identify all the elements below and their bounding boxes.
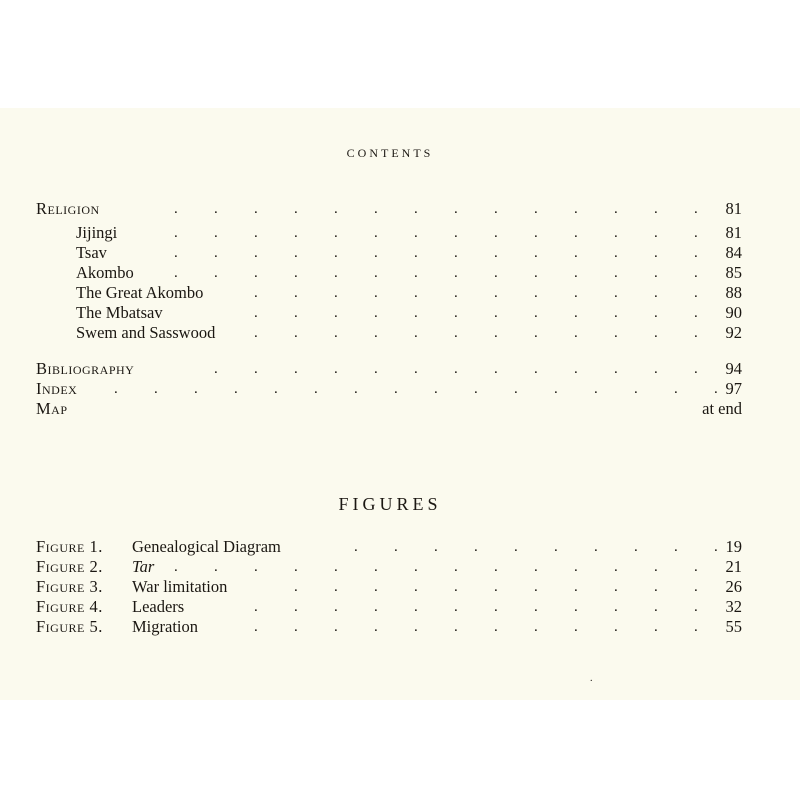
- leader-dot: .: [294, 599, 298, 615]
- stray-mark: .: [590, 673, 593, 684]
- figures-heading: FIGURES: [338, 494, 442, 514]
- figure-number: Figure 5.: [36, 617, 103, 636]
- figure-entry: [36, 536, 742, 558]
- leader-dot: .: [534, 285, 538, 301]
- figure-number: Figure 3.: [36, 577, 103, 596]
- figure-label: [36, 616, 198, 638]
- leader-dot: .: [614, 265, 618, 281]
- leader-dot: .: [454, 265, 458, 281]
- leader-dot: .: [574, 361, 578, 377]
- entry-title: Akombo: [76, 263, 134, 282]
- leader-dot: .: [694, 599, 698, 615]
- leader-dot: .: [374, 225, 378, 241]
- entry-title: Bibliography: [36, 359, 135, 378]
- leader-dot: .: [474, 539, 478, 555]
- entry-page-number: 88: [725, 283, 742, 302]
- leader-dot: .: [574, 619, 578, 635]
- leader-dot: .: [334, 619, 338, 635]
- leader-dot: .: [254, 599, 258, 615]
- leader-dot: .: [334, 201, 338, 217]
- leader-dot: .: [694, 201, 698, 217]
- leader-dot: .: [454, 305, 458, 321]
- dot-leaders: [36, 378, 742, 400]
- figure-label: [36, 556, 154, 578]
- leader-dot: .: [534, 579, 538, 595]
- leader-dot: .: [374, 305, 378, 321]
- leader-dot: .: [574, 265, 578, 281]
- leader-dot: .: [294, 361, 298, 377]
- leader-dot: .: [414, 325, 418, 341]
- leader-dot: .: [414, 245, 418, 261]
- contents-heading: CONTENTS: [346, 146, 434, 160]
- figure-entry: [36, 556, 742, 578]
- entry-title: The Mbatsav: [76, 303, 163, 322]
- leader-dot: .: [114, 381, 118, 397]
- leader-dot: .: [254, 201, 258, 217]
- leader-dot: .: [594, 381, 598, 397]
- leader-dot: .: [654, 619, 658, 635]
- leader-dot: .: [374, 559, 378, 575]
- leader-dot: .: [214, 201, 218, 217]
- entry-title: Religion: [36, 199, 100, 218]
- leader-dot: .: [574, 579, 578, 595]
- leader-dot: .: [654, 265, 658, 281]
- leader-dot: .: [514, 381, 518, 397]
- leader-dot: .: [494, 225, 498, 241]
- leader-dot: .: [494, 265, 498, 281]
- leader-dot: .: [614, 245, 618, 261]
- leader-dot: .: [614, 325, 618, 341]
- leader-dot: .: [274, 381, 278, 397]
- leader-dot: .: [294, 225, 298, 241]
- leader-dot: .: [194, 381, 198, 397]
- leader-dot: .: [694, 619, 698, 635]
- leader-dot: .: [294, 245, 298, 261]
- leader-dot: .: [574, 599, 578, 615]
- leader-dot: .: [654, 599, 658, 615]
- entry-title: Index: [36, 379, 78, 398]
- leader-dot: .: [374, 265, 378, 281]
- leader-dot: .: [534, 619, 538, 635]
- leader-dot: .: [374, 599, 378, 615]
- figure-entry: [36, 596, 742, 618]
- leader-dot: .: [174, 201, 178, 217]
- leader-dot: .: [694, 361, 698, 377]
- leader-dot: .: [334, 225, 338, 241]
- figure-label: [36, 596, 184, 618]
- leader-dot: .: [254, 325, 258, 341]
- figure-page-number: 19: [725, 537, 742, 556]
- leader-dot: .: [574, 285, 578, 301]
- leader-dot: .: [354, 381, 358, 397]
- leader-dot: .: [454, 599, 458, 615]
- leader-dot: .: [174, 245, 178, 261]
- leader-dot: .: [334, 559, 338, 575]
- leader-dot: .: [494, 201, 498, 217]
- leader-dot: .: [614, 305, 618, 321]
- leader-dot: .: [334, 599, 338, 615]
- leader-dot: .: [354, 539, 358, 555]
- leader-dot: .: [534, 559, 538, 575]
- leader-dot: .: [294, 559, 298, 575]
- leader-dot: .: [434, 539, 438, 555]
- leader-dot: .: [694, 559, 698, 575]
- dot-leaders: [36, 262, 742, 284]
- leader-dot: .: [654, 325, 658, 341]
- leader-dot: .: [254, 245, 258, 261]
- leader-dot: .: [654, 225, 658, 241]
- leader-dot: .: [574, 245, 578, 261]
- figure-page-number: 21: [725, 557, 742, 576]
- leader-dot: .: [294, 619, 298, 635]
- leader-dot: .: [694, 245, 698, 261]
- figure-number: Figure 1.: [36, 537, 103, 556]
- book-page: [0, 108, 800, 700]
- leader-dot: .: [674, 539, 678, 555]
- leader-dot: .: [374, 285, 378, 301]
- leader-dot: .: [494, 361, 498, 377]
- leader-dot: .: [594, 539, 598, 555]
- entry-page-number: 81: [725, 223, 742, 242]
- figure-page-number: 32: [725, 597, 742, 616]
- leader-dot: .: [254, 285, 258, 301]
- figure-label: [36, 576, 227, 598]
- leader-dot: .: [494, 579, 498, 595]
- leader-dot: .: [254, 619, 258, 635]
- figure-title: Tar: [132, 557, 155, 576]
- figure-entry: [36, 576, 742, 598]
- leader-dot: .: [414, 559, 418, 575]
- entry-page-number: 92: [725, 323, 742, 342]
- leader-dot: .: [334, 361, 338, 377]
- leader-dot: .: [294, 201, 298, 217]
- leader-dot: .: [614, 559, 618, 575]
- leader-dot: .: [614, 619, 618, 635]
- dot-leaders: [36, 198, 742, 220]
- leader-dot: .: [494, 619, 498, 635]
- leader-dot: .: [294, 265, 298, 281]
- leader-dot: .: [174, 265, 178, 281]
- entry-page-number: 85: [725, 263, 742, 282]
- leader-dot: .: [454, 245, 458, 261]
- leader-dot: .: [234, 381, 238, 397]
- leader-dot: .: [494, 559, 498, 575]
- contents-entry: [36, 222, 742, 244]
- contents-entry: [36, 302, 742, 324]
- leader-dot: .: [414, 265, 418, 281]
- leader-dot: .: [574, 201, 578, 217]
- leader-dot: .: [614, 579, 618, 595]
- leader-dot: .: [514, 539, 518, 555]
- leader-dot: .: [374, 325, 378, 341]
- leader-dot: .: [654, 559, 658, 575]
- leader-dot: .: [214, 265, 218, 281]
- leader-dot: .: [174, 225, 178, 241]
- leader-dot: .: [334, 325, 338, 341]
- leader-dot: .: [434, 381, 438, 397]
- entry-title: Jijingi: [76, 223, 118, 242]
- leader-dot: .: [414, 285, 418, 301]
- leader-dot: .: [494, 325, 498, 341]
- leader-dot: .: [414, 619, 418, 635]
- leader-dot: .: [654, 579, 658, 595]
- entry-title: The Great Akombo: [76, 283, 204, 302]
- contents-entry: [36, 398, 742, 420]
- leader-dot: .: [334, 265, 338, 281]
- leader-dot: .: [154, 381, 158, 397]
- figure-label: [36, 536, 281, 558]
- leader-dot: .: [574, 225, 578, 241]
- leader-dot: .: [374, 619, 378, 635]
- figure-title: Leaders: [132, 597, 185, 616]
- leader-dot: .: [694, 285, 698, 301]
- leader-dot: .: [654, 305, 658, 321]
- entry-page-number: 97: [725, 379, 742, 398]
- leader-dot: .: [394, 539, 398, 555]
- leader-dot: .: [534, 361, 538, 377]
- leader-dot: .: [394, 381, 398, 397]
- leader-dot: .: [554, 539, 558, 555]
- leader-dot: .: [414, 579, 418, 595]
- leader-dot: .: [554, 381, 558, 397]
- leader-dot: .: [454, 225, 458, 241]
- figure-number: Figure 4.: [36, 597, 103, 616]
- leader-dot: .: [214, 225, 218, 241]
- leader-dot: .: [334, 285, 338, 301]
- leader-dot: .: [474, 381, 478, 397]
- leader-dot: .: [374, 579, 378, 595]
- leader-dot: .: [654, 245, 658, 261]
- figure-title: Genealogical Diagram: [132, 537, 281, 556]
- leader-dot: .: [534, 201, 538, 217]
- leader-dot: .: [254, 559, 258, 575]
- leader-dot: .: [454, 579, 458, 595]
- contents-entry: [36, 242, 742, 264]
- leader-dot: .: [494, 305, 498, 321]
- leader-dot: .: [254, 265, 258, 281]
- leader-dot: .: [614, 361, 618, 377]
- leader-dot: .: [534, 225, 538, 241]
- leader-dot: .: [574, 325, 578, 341]
- leader-dot: .: [254, 305, 258, 321]
- dot-leaders: [36, 358, 742, 380]
- leader-dot: .: [574, 559, 578, 575]
- leader-dot: .: [494, 599, 498, 615]
- leader-dot: .: [334, 305, 338, 321]
- entry-page-number: 94: [725, 359, 742, 378]
- leader-dot: .: [454, 201, 458, 217]
- entry-page-number: 84: [725, 243, 742, 262]
- leader-dot: .: [494, 245, 498, 261]
- leader-dot: .: [334, 579, 338, 595]
- leader-dot: .: [414, 225, 418, 241]
- figure-page-number: 26: [725, 577, 742, 596]
- figure-entry: [36, 616, 742, 638]
- leader-dot: .: [614, 225, 618, 241]
- leader-dot: .: [534, 325, 538, 341]
- leader-dot: .: [454, 559, 458, 575]
- leader-dot: .: [694, 325, 698, 341]
- leader-dot: .: [454, 285, 458, 301]
- leader-dot: .: [414, 201, 418, 217]
- leader-dot: .: [534, 245, 538, 261]
- dot-leaders: [36, 242, 742, 264]
- leader-dot: .: [254, 225, 258, 241]
- leader-dot: .: [574, 305, 578, 321]
- leader-dot: .: [294, 285, 298, 301]
- leader-dot: .: [294, 325, 298, 341]
- leader-dot: .: [454, 619, 458, 635]
- figure-number: Figure 2.: [36, 557, 103, 576]
- entry-title: Map: [36, 399, 68, 418]
- leader-dot: .: [694, 265, 698, 281]
- contents-entry: [36, 282, 742, 304]
- leader-dot: .: [494, 285, 498, 301]
- contents-entry: [36, 262, 742, 284]
- leader-dot: .: [694, 305, 698, 321]
- leader-dot: .: [294, 579, 298, 595]
- leader-dot: .: [694, 225, 698, 241]
- leader-dot: .: [374, 201, 378, 217]
- leader-dot: .: [714, 539, 718, 555]
- leader-dot: .: [374, 245, 378, 261]
- leader-dot: .: [614, 201, 618, 217]
- contents-entry: [36, 378, 742, 400]
- leader-dot: .: [634, 381, 638, 397]
- leader-dot: .: [534, 265, 538, 281]
- leader-dot: .: [674, 381, 678, 397]
- leader-dot: .: [414, 361, 418, 377]
- leader-dot: .: [614, 285, 618, 301]
- leader-dot: .: [374, 361, 378, 377]
- leader-dot: .: [254, 361, 258, 377]
- entry-page-number: at end: [702, 399, 742, 418]
- figure-page-number: 55: [725, 617, 742, 636]
- entry-title: Tsav: [76, 243, 107, 262]
- contents-entry: [36, 198, 742, 220]
- figure-title: Migration: [132, 617, 198, 636]
- leader-dot: .: [654, 285, 658, 301]
- leader-dot: .: [174, 559, 178, 575]
- leader-dot: .: [214, 245, 218, 261]
- contents-entry: [36, 322, 742, 344]
- entry-page-number: 81: [725, 199, 742, 218]
- entry-title: Swem and Sasswood: [76, 323, 216, 342]
- leader-dot: .: [714, 381, 718, 397]
- leader-dot: .: [214, 559, 218, 575]
- leader-dot: .: [214, 361, 218, 377]
- leader-dot: .: [414, 599, 418, 615]
- leader-dot: .: [334, 245, 338, 261]
- leader-dot: .: [454, 325, 458, 341]
- leader-dot: .: [614, 599, 618, 615]
- entry-page-number: 90: [725, 303, 742, 322]
- leader-dot: .: [414, 305, 418, 321]
- leader-dot: .: [654, 361, 658, 377]
- leader-dot: .: [294, 305, 298, 321]
- leader-dot: .: [314, 381, 318, 397]
- leader-dot: .: [694, 579, 698, 595]
- leader-dot: .: [534, 599, 538, 615]
- leader-dot: .: [654, 201, 658, 217]
- leader-dot: .: [634, 539, 638, 555]
- dot-leaders: [36, 222, 742, 244]
- figure-title: War limitation: [132, 577, 228, 596]
- leader-dot: .: [534, 305, 538, 321]
- leader-dot: .: [454, 361, 458, 377]
- contents-entry: [36, 358, 742, 380]
